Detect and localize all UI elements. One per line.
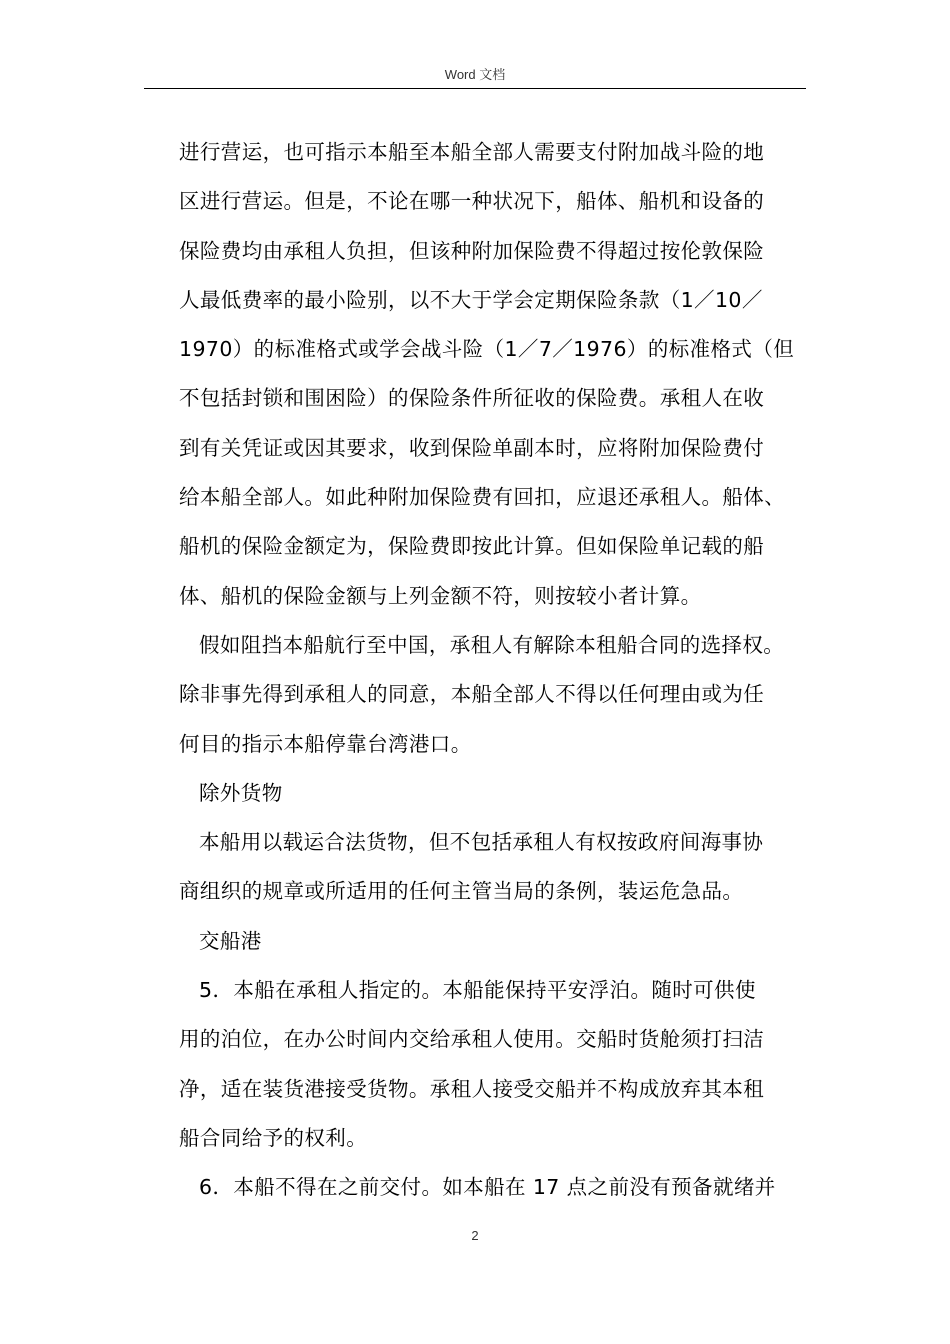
text-line: 体、船机的保险金额与上列金额不符，则按较小者计算。 — [179, 583, 702, 608]
section-heading: 交船港 — [199, 928, 262, 953]
text-line: 保险费均由承租人负担，但该种附加保险费不得超过按伦敦保险 — [179, 238, 765, 263]
text-line: 除非事先得到承租人的同意，本船全部人不得以任何理由或为任 — [179, 682, 765, 707]
text-line: 何目的指示本船停靠台湾港口。 — [179, 731, 472, 756]
page-number: 2 — [471, 1228, 479, 1243]
page-header — [144, 64, 806, 89]
text-line: 船机的保险金额定为，保险费即按此计算。但如保险单记载的船 — [179, 534, 765, 559]
text-line: 用的泊位，在办公时间内交给承租人使用。交船时货舱须打扫洁 — [179, 1027, 765, 1052]
text-line: 1970）的标准格式或学会战斗险（1／7／1976）的标准格式（但 — [179, 337, 795, 362]
document-body — [179, 128, 819, 1213]
text-line: 给本船全部人。如此种附加保险费有回扣，应退还承租人。船体、 — [179, 485, 786, 510]
text-line: 5．本船在承租人指定的。本船能保持平安浮泊。随时可供使 — [199, 978, 756, 1003]
text-line: 不包括封锁和围困险）的保险条件所征收的保险费。承租人在收 — [179, 386, 765, 411]
section-heading: 除外货物 — [199, 780, 283, 805]
text-line: 到有关凭证或因其要求，收到保险单副本时，应将附加保险费付 — [179, 435, 765, 460]
text-line: 本船用以载运合法货物，但不包括承租人有权按政府间海事协 — [199, 830, 764, 855]
text-line: 净，适在装货港接受货物。承租人接受交船并不构成放弃其本租 — [179, 1076, 765, 1101]
text-line: 6．本船不得在之前交付。如本船在 17 点之前没有预备就绪并 — [199, 1175, 776, 1200]
text-line: 商组织的规章或所适用的任何主管当局的条例，装运危急品。 — [179, 879, 744, 904]
text-line: 区进行营运。但是，不论在哪一种状况下，船体、船机和设备的 — [179, 189, 765, 214]
text-line: 船合同给予的权利。 — [179, 1125, 368, 1150]
text-line: 进行营运，也可指示本船至本船全部人需要支付附加战斗险的地 — [179, 140, 765, 164]
text-line: 人最低费率的最小险别，以不大于学会定期保险条款（1／10／ — [179, 287, 763, 312]
header-title: Word 文档 — [444, 67, 506, 82]
text-line: 假如阻挡本船航行至中国，承租人有解除本租船合同的选择权。 — [199, 632, 785, 657]
